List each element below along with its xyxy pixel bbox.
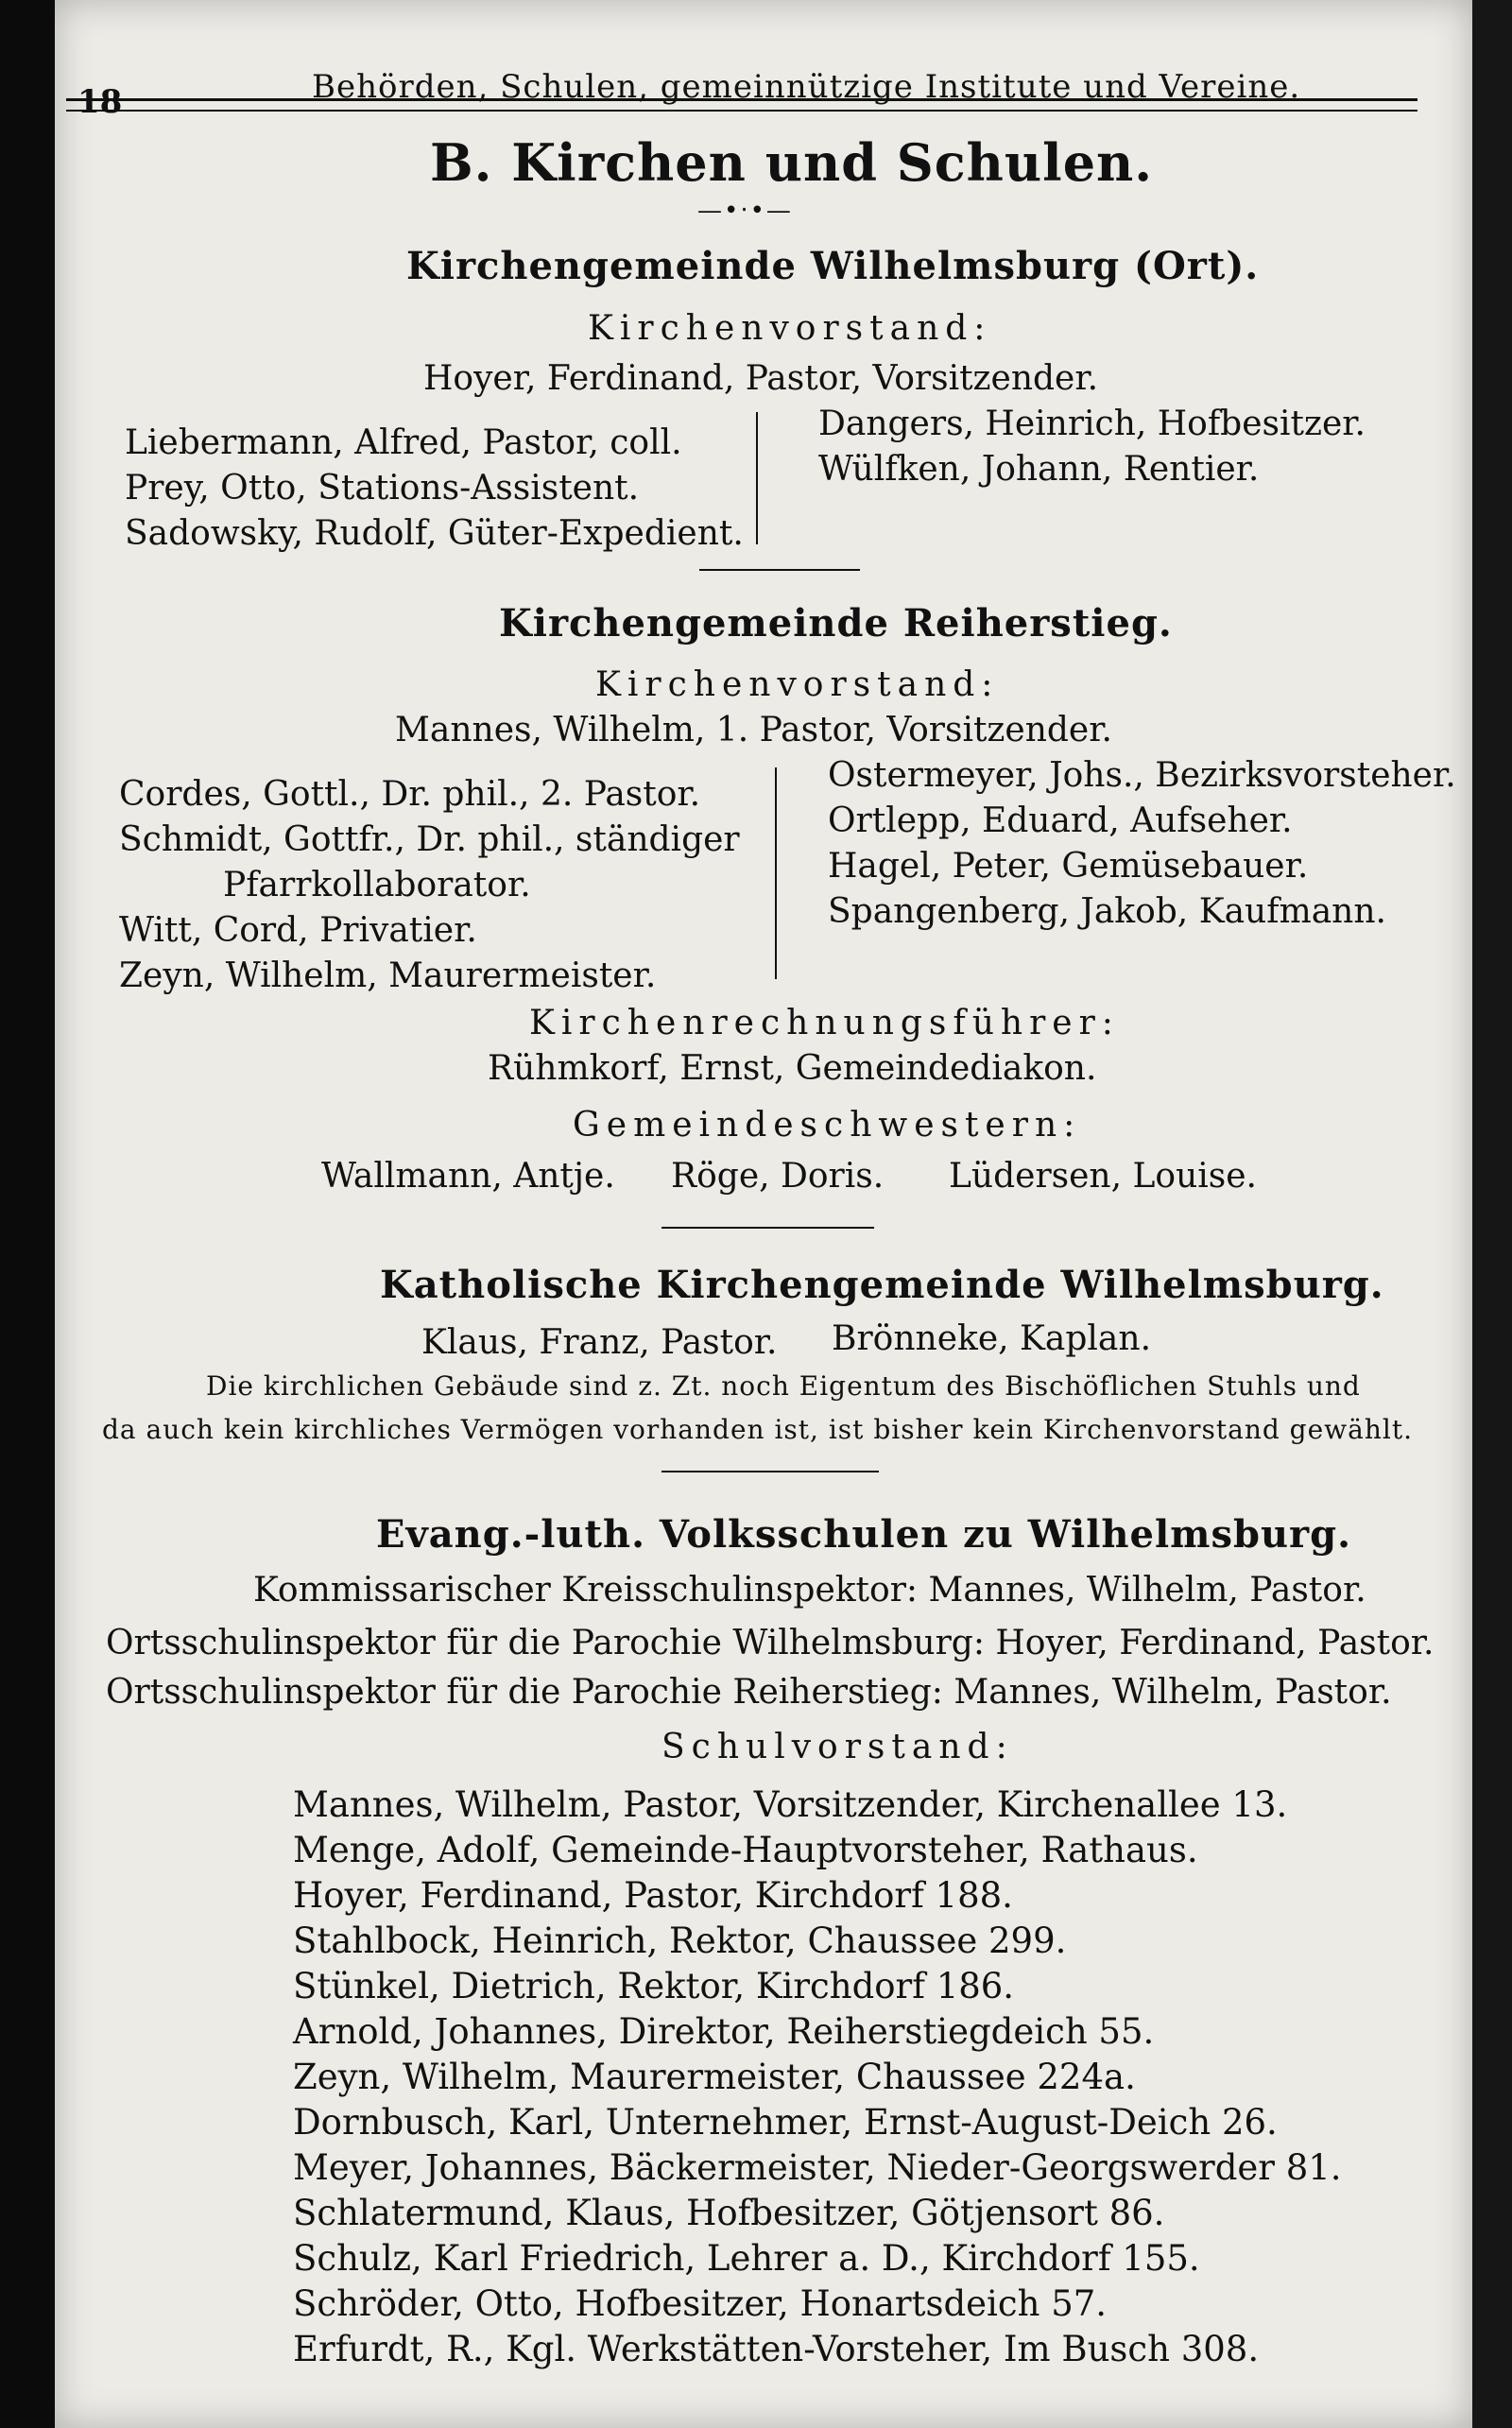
reiherstieg-left-0: Cordes, Gottl., Dr. phil., 2. Pastor.	[119, 775, 701, 814]
catholic-title: Katholische Kirchengemeinde Wilhelmsburg.	[380, 1263, 1384, 1307]
board-member: Zeyn, Wilhelm, Maurermeister, Chaussee 224a.	[293, 2057, 1136, 2097]
board-member: Meyer, Johannes, Bäckermeister, Nieder-Georgswerder 81.	[293, 2147, 1342, 2188]
board-member: Stahlbock, Heinrich, Rektor, Chaussee 299.	[293, 1920, 1067, 1961]
catholic-note-line2: da auch kein kirchliches Vermögen vorhanden ist, ist bisher kein Kirchenvorstand gewählt.	[102, 1414, 1413, 1445]
reiherstieg-left-1: Schmidt, Gottfr., Dr. phil., ständiger	[119, 820, 740, 859]
running-title: Behörden, Schulen, gemeinnützige Institute und Vereine.	[312, 68, 1301, 106]
section-divider	[662, 1471, 879, 1472]
column-divider	[775, 767, 777, 979]
reiherstieg-right-2: Hagel, Peter, Gemüsebauer.	[828, 847, 1309, 886]
header-rule	[66, 98, 1418, 112]
sister-2: Lüdersen, Louise.	[949, 1157, 1258, 1196]
board-member: Schröder, Otto, Hofbesitzer, Honartsdeich 57.	[293, 2283, 1108, 2324]
wilhelmsburg-left-0: Liebermann, Alfred, Pastor, coll.	[125, 423, 682, 462]
catholic-clergy-1: Brönneke, Kaplan.	[832, 1319, 1152, 1358]
wilhelmsburg-subtitle: Kirchenvorstand:	[588, 309, 992, 348]
reiherstieg-chair: Mannes, Wilhelm, 1. Pastor, Vorsitzender.	[395, 711, 1112, 749]
board-heading: Schulvorstand:	[662, 1728, 1014, 1766]
sister-0: Wallmann, Antje.	[321, 1157, 615, 1196]
wilhelmsburg-right-1: Wülfken, Johann, Rentier.	[818, 450, 1260, 489]
board-member: Dornbusch, Karl, Unternehmer, Ernst-August-Deich 26.	[293, 2102, 1278, 2143]
inspector-0: Kommissarischer Kreisschulinspektor: Mannes, Wilhelm, Pastor.	[253, 1571, 1366, 1610]
reiherstieg-right-3: Spangenberg, Jakob, Kaufmann.	[828, 892, 1386, 931]
sisters-heading: Gemeindeschwestern:	[573, 1106, 1082, 1145]
page-edge	[1472, 0, 1512, 2428]
column-divider	[756, 412, 758, 544]
section-divider	[699, 569, 860, 571]
board-member: Menge, Adolf, Gemeinde-Hauptvorsteher, Rathaus.	[293, 1830, 1198, 1870]
inspector-2: Ortsschulinspektor für die Parochie Reiherstieg: Mannes, Wilhelm, Pastor.	[106, 1673, 1392, 1712]
board-member: Schlatermund, Klaus, Hofbesitzer, Götjensort 86.	[293, 2193, 1165, 2233]
reiherstieg-left-4: Zeyn, Wilhelm, Maurermeister.	[119, 956, 657, 995]
sister-1: Röge, Doris.	[671, 1157, 885, 1196]
ornament: —•‧•—	[697, 197, 793, 225]
wilhelmsburg-left-2: Sadowsky, Rudolf, Güter-Expedient.	[125, 514, 744, 553]
board-member: Schulz, Karl Friedrich, Lehrer a. D., Kirchdorf 155.	[293, 2238, 1200, 2279]
reiherstieg-left-2: Pfarrkollaborator.	[223, 866, 531, 904]
wilhelmsburg-right-0: Dangers, Heinrich, Hofbesitzer.	[818, 405, 1366, 443]
section-divider	[662, 1227, 874, 1229]
board-member: Stünkel, Dietrich, Rektor, Kirchdorf 186.	[293, 1966, 1015, 2006]
reiherstieg-right-1: Ortlepp, Eduard, Aufseher.	[828, 801, 1293, 840]
wilhelmsburg-chair: Hoyer, Ferdinand, Pastor, Vorsitzender.	[423, 359, 1099, 398]
catholic-note-line1: Die kirchlichen Gebäude sind z. Zt. noch Eigentum des Bischöflichen Stuhls und	[206, 1370, 1361, 1402]
board-member: Hoyer, Ferdinand, Pastor, Kirchdorf 188.	[293, 1875, 1013, 1916]
reiherstieg-left-3: Witt, Cord, Privatier.	[119, 911, 477, 950]
wilhelmsburg-left-1: Prey, Otto, Stations-Assistent.	[125, 469, 640, 508]
treasurer-heading: Kirchenrechnungsführer:	[529, 1004, 1120, 1042]
reiherstieg-right-0: Ostermeyer, Johs., Bezirksvorsteher.	[828, 756, 1456, 795]
catholic-clergy-0: Klaus, Franz, Pastor.	[421, 1323, 778, 1362]
inspector-1: Ortsschulinspektor für die Parochie Wilhelmsburg: Hoyer, Ferdinand, Pastor.	[106, 1624, 1435, 1662]
board-member: Mannes, Wilhelm, Pastor, Vorsitzender, Kirchenallee 13.	[293, 1784, 1288, 1825]
section-title: B. Kirchen und Schulen.	[430, 132, 1154, 193]
page-number: 18	[77, 83, 123, 121]
reiherstieg-title: Kirchengemeinde Reiherstieg.	[499, 601, 1173, 646]
wilhelmsburg-title: Kirchengemeinde Wilhelmsburg (Ort).	[406, 244, 1260, 288]
treasurer: Rühmkorf, Ernst, Gemeindediakon.	[488, 1049, 1097, 1088]
board-member: Erfurdt, R., Kgl. Werkstätten-Vorsteher, Im Busch 308.	[293, 2329, 1260, 2369]
schools-title: Evang.-luth. Volksschulen zu Wilhelmsburg.	[376, 1512, 1351, 1557]
board-member: Arnold, Johannes, Direktor, Reiherstiegdeich 55.	[293, 2011, 1155, 2052]
reiherstieg-subtitle: Kirchenvorstand:	[595, 665, 1000, 704]
